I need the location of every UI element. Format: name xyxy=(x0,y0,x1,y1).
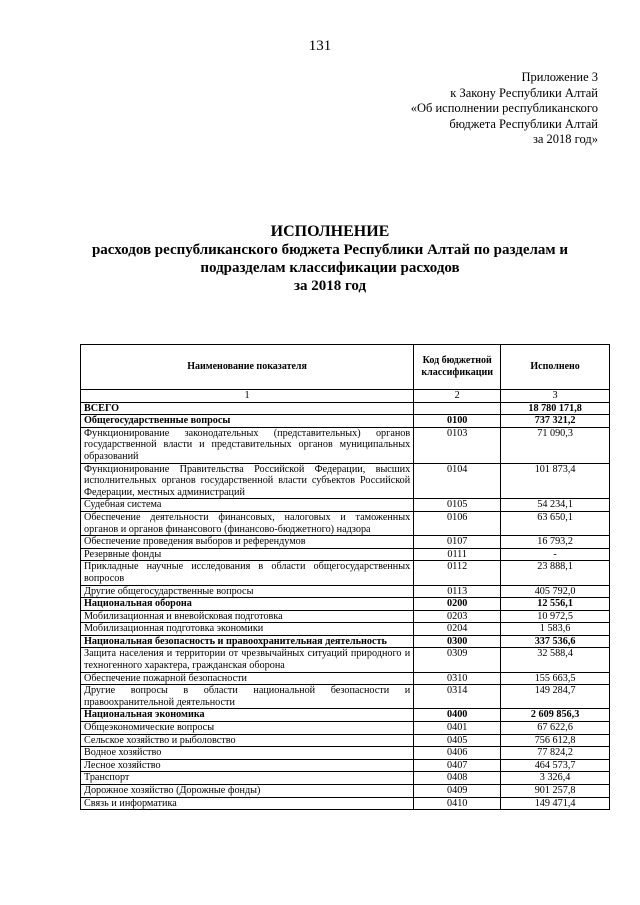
table-row xyxy=(81,415,610,428)
row-code: 0401 xyxy=(414,722,501,735)
row-code: 0408 xyxy=(414,772,501,785)
row-code: 0314 xyxy=(414,685,501,709)
row-value: 737 321,2 xyxy=(501,415,610,428)
table-row xyxy=(81,499,610,512)
row-code: 0107 xyxy=(414,536,501,549)
title-line: за 2018 год xyxy=(293,278,367,294)
row-name: Транспорт xyxy=(81,772,414,785)
table-row xyxy=(81,785,610,798)
row-value: 3 326,4 xyxy=(501,772,610,785)
row-name: Судебная система xyxy=(81,499,414,512)
row-value: 155 663,5 xyxy=(501,672,610,685)
row-value: 405 792,0 xyxy=(501,585,610,598)
column-number-row xyxy=(81,390,610,403)
table-row xyxy=(81,548,610,561)
table-row xyxy=(81,536,610,549)
row-code: 0410 xyxy=(414,797,501,810)
table-row xyxy=(81,709,610,722)
row-name: Национальная экономика xyxy=(81,709,414,722)
table-row xyxy=(81,734,610,747)
row-value: 149 284,7 xyxy=(501,685,610,709)
row-name: Обеспечение деятельности финансовых, налоговых и таможенных органов и органов финансового (финансово-бюджетного) надзора xyxy=(81,511,414,535)
row-code xyxy=(414,402,501,415)
table-row xyxy=(81,635,610,648)
row-code: 0406 xyxy=(414,747,501,760)
row-name: Связь и информатика xyxy=(81,797,414,810)
row-name: Другие вопросы в области национальной безопасности и правоохранительной деятельности xyxy=(81,685,414,709)
table-row xyxy=(81,585,610,598)
row-name: Функционирование Правительства Российской Федерации, высших исполнительных органов государственной власти субъектов Российской Федерации, местных администраций xyxy=(81,463,414,499)
table-row xyxy=(81,598,610,611)
column-number: 3 xyxy=(501,390,610,403)
appendix-line: за 2018 год» xyxy=(532,132,598,146)
table-row xyxy=(81,797,610,810)
title-line: подразделам классификации расходов xyxy=(200,260,460,276)
row-name: Национальная оборона xyxy=(81,598,414,611)
row-name: Национальная безопасность и правоохранительная деятельность xyxy=(81,635,414,648)
row-value: 32 588,4 xyxy=(501,648,610,672)
table-row xyxy=(81,685,610,709)
table-row xyxy=(81,772,610,785)
row-value: 63 650,1 xyxy=(501,511,610,535)
row-name: Резервные фонды xyxy=(81,548,414,561)
row-code: 0300 xyxy=(414,635,501,648)
document-title xyxy=(60,223,600,295)
table-row xyxy=(81,722,610,735)
row-name: Водное хозяйство xyxy=(81,747,414,760)
row-code: 0405 xyxy=(414,734,501,747)
row-code: 0113 xyxy=(414,585,501,598)
row-value: 464 573,7 xyxy=(501,759,610,772)
row-code: 0204 xyxy=(414,623,501,636)
row-name: Лесное хозяйство xyxy=(81,759,414,772)
row-code: 0106 xyxy=(414,511,501,535)
appendix-line: «Об исполнении республиканского xyxy=(410,101,598,115)
appendix-line: Приложение 3 xyxy=(521,70,598,84)
row-name: Другие общегосударственные вопросы xyxy=(81,585,414,598)
row-name: Защита населения и территории от чрезвычайных ситуаций природного и техногенного характера, гражданская оборона xyxy=(81,648,414,672)
table-row xyxy=(81,402,610,415)
row-value: 1 583,6 xyxy=(501,623,610,636)
table-row xyxy=(81,561,610,585)
table-header-row xyxy=(81,345,610,390)
row-name: Общегосударственные вопросы xyxy=(81,415,414,428)
table-row xyxy=(81,672,610,685)
row-value: 901 257,8 xyxy=(501,785,610,798)
row-value: 16 793,2 xyxy=(501,536,610,549)
table-row xyxy=(81,511,610,535)
table-row xyxy=(81,648,610,672)
row-value: 54 234,1 xyxy=(501,499,610,512)
row-name: Функционирование законодательных (представительных) органов государственной власти и представительных органов муниципальных образований xyxy=(81,427,414,463)
row-value: 18 780 171,8 xyxy=(501,402,610,415)
row-code: 0200 xyxy=(414,598,501,611)
column-number: 1 xyxy=(81,390,414,403)
appendix-line: бюджета Республики Алтай xyxy=(449,116,598,131)
row-code: 0310 xyxy=(414,672,501,685)
row-value: 149 471,4 xyxy=(501,797,610,810)
row-value: 67 622,6 xyxy=(501,722,610,735)
table-body xyxy=(81,402,610,810)
row-value: - xyxy=(501,548,610,561)
row-code: 0203 xyxy=(414,610,501,623)
row-code: 0309 xyxy=(414,648,501,672)
row-value: 337 536,6 xyxy=(501,635,610,648)
row-value: 23 888,1 xyxy=(501,561,610,585)
row-name: Дорожное хозяйство (Дорожные фонды) xyxy=(81,785,414,798)
table-row xyxy=(81,623,610,636)
title-main: ИСПОЛНЕНИЕ xyxy=(270,223,390,240)
appendix-line: к Закону Республики Алтай xyxy=(450,85,598,100)
row-code: 0400 xyxy=(414,709,501,722)
expenditure-table xyxy=(80,344,610,810)
title-line: расходов республиканского бюджета Республики Алтай по разделам и xyxy=(91,242,569,258)
row-code: 0105 xyxy=(414,499,501,512)
row-name: Мобилизационная и вневойсковая подготовка xyxy=(81,610,414,623)
row-value: 2 609 856,3 xyxy=(501,709,610,722)
appendix-note xyxy=(411,70,598,148)
header-code: Код бюджетной классификации xyxy=(414,345,501,390)
table-row xyxy=(81,759,610,772)
row-value: 10 972,5 xyxy=(501,610,610,623)
column-number: 2 xyxy=(414,390,501,403)
row-code: 0103 xyxy=(414,427,501,463)
table-row xyxy=(81,427,610,463)
row-name: Обеспечение проведения выборов и референдумов xyxy=(81,536,414,549)
row-name: Прикладные научные исследования в области общегосударственных вопросов xyxy=(81,561,414,585)
table-row xyxy=(81,463,610,499)
row-name: Мобилизационная подготовка экономики xyxy=(81,623,414,636)
page-number: 131 xyxy=(308,38,332,54)
row-code: 0100 xyxy=(414,415,501,428)
row-name: Сельское хозяйство и рыболовство xyxy=(81,734,414,747)
header-name: Наименование показателя xyxy=(81,345,414,390)
row-value: 77 824,2 xyxy=(501,747,610,760)
row-name: ВСЕГО xyxy=(81,402,414,415)
row-value: 71 090,3 xyxy=(501,427,610,463)
row-code: 0409 xyxy=(414,785,501,798)
table-row xyxy=(81,610,610,623)
row-value: 12 556,1 xyxy=(501,598,610,611)
header-value: Исполнено xyxy=(501,345,610,390)
row-value: 101 873,4 xyxy=(501,463,610,499)
row-name: Общеэкономические вопросы xyxy=(81,722,414,735)
row-value: 756 612,8 xyxy=(501,734,610,747)
row-code: 0111 xyxy=(414,548,501,561)
table-row xyxy=(81,747,610,760)
row-code: 0407 xyxy=(414,759,501,772)
row-code: 0112 xyxy=(414,561,501,585)
row-code: 0104 xyxy=(414,463,501,499)
row-name: Обеспечение пожарной безопасности xyxy=(81,672,414,685)
